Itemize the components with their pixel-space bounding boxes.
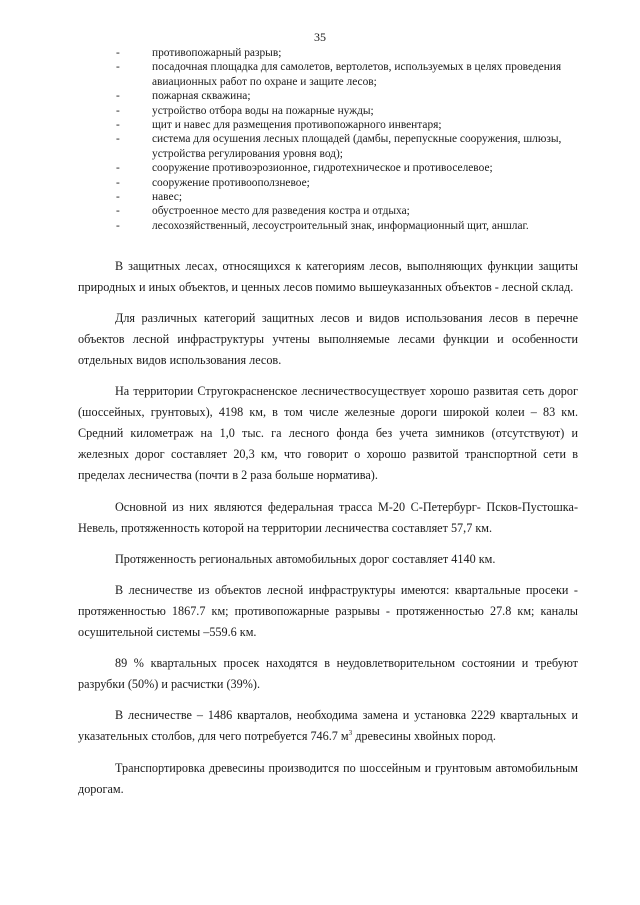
list-item [116, 118, 586, 132]
list-item [116, 204, 586, 218]
list-marker: - [116, 104, 120, 117]
paragraph-regional-roads: Протяженность региональных автомобильных дорог составляет 4140 км. [115, 551, 496, 566]
infrastructure-list [116, 46, 586, 233]
body-text [78, 256, 578, 810]
paragraph-quarter-posts [78, 705, 578, 747]
list-marker: - [116, 119, 120, 132]
paragraph-forest-categories: Для различных категорий защитных лесов и видов использования лесов в перечне объектов лесной инфраструктуры учтены выполняемые лесами функции и особенности отдельных видов использования лесов. [78, 311, 578, 368]
list-item-text: сооружение противооползневое; [152, 176, 310, 189]
list-item-text: пожарная скважина; [152, 90, 251, 103]
list-marker: - [116, 162, 120, 175]
list-item-text: обустроенное место для разведения костра и отдыха; [152, 205, 410, 218]
list-item [116, 132, 586, 161]
list-marker: - [116, 205, 120, 218]
paragraph-clearings-condition: 89 % квартальных просек находятся в неудовлетворительном состоянии и требуют разрубки (50%) и расчистки (39%). [78, 656, 578, 692]
list-item [116, 219, 586, 233]
paragraph-federal-highway: Основной из них являются федеральная трасса М-20 С-Петербург- Псков-Пустошка-Невель, протяженность которой на территории лесничества составляет 57,7 км. [78, 499, 578, 535]
list-item-text: противопожарный разрыв; [152, 47, 282, 59]
list-item-text: лесохозяйственный, лесоустроительный знак, информационный щит, аншлаг. [152, 219, 529, 232]
list-item [116, 176, 586, 190]
paragraph-quarter-posts-tail: древесины хвойных пород. [352, 729, 496, 744]
paragraph-protective-forests: В защитных лесах, относящихся к категориям лесов, выполняющих функции защиты природных и иных объектов, и ценных лесов помимо вышеуказанных объектов - лесной склад. [78, 259, 578, 294]
list-item-text: навес; [152, 191, 183, 204]
list-marker: - [116, 191, 120, 204]
paragraph-road-network: На территории Стругокрасненское лесничествосуществует хорошо развитая сеть дорог (шоссейных, грунтовых), 4198 км, в том числе железные дороги широкой колеи – 83 км. Средний километраж на 1,0 тыс. га лесного фонда без учета зимников (отсутствуют) и железных дорог составляет 20,3 км, что говорит о хорошо развитой транспортной сети в пределах лесничества (почти в 2 раза больше норматива). [78, 384, 578, 483]
cubic-superscript: 3 [348, 729, 353, 738]
paragraph-infrastructure-objects: В лесничестве из объектов лесной инфраструктуры имеются: квартальные просеки - протяженностью 1867.7 км; противопожарные разрывы - протяженностью 27.8 км; каналы осушительной системы –559.6 км. [78, 582, 578, 639]
paragraph-timber-transport: Транспортировка древесины производится по шоссейным и грунтовым автомобильным дорогам. [78, 760, 578, 796]
list-marker: - [116, 133, 120, 146]
paragraph-quarter-posts-text: В лесничестве – 1486 кварталов, необходима замена и установка 2229 квартальных и указательных столбов, для чего потребуется 746.7 м [78, 708, 578, 744]
list-item [116, 46, 586, 60]
list-marker: - [116, 219, 120, 232]
list-item [116, 104, 586, 118]
list-item-text: посадочная площадка для самолетов, вертолетов, используемых в целях проведения авиационных работ по охране и защите лесов; [152, 61, 562, 88]
list-item-text: сооружение противоэрозионное, гидротехническое и противоселевое; [152, 162, 493, 175]
list-item-text: щит и навес для размещения противопожарного инвентаря; [152, 119, 442, 132]
list-item [116, 161, 586, 175]
list-item [116, 190, 586, 204]
page-number: 35 [314, 30, 326, 44]
list-item-text: система для осушения лесных площадей (дамбы, перепускные сооружения, шлюзы, устройства регулирования уровня вод); [152, 133, 562, 160]
list-item-text: устройство отбора воды на пожарные нужды; [152, 104, 374, 117]
list-item [116, 60, 586, 89]
list-item [116, 89, 586, 103]
list-marker: - [116, 61, 120, 74]
list-marker: - [116, 47, 120, 59]
list-marker: - [116, 90, 120, 103]
list-marker: - [116, 176, 120, 189]
